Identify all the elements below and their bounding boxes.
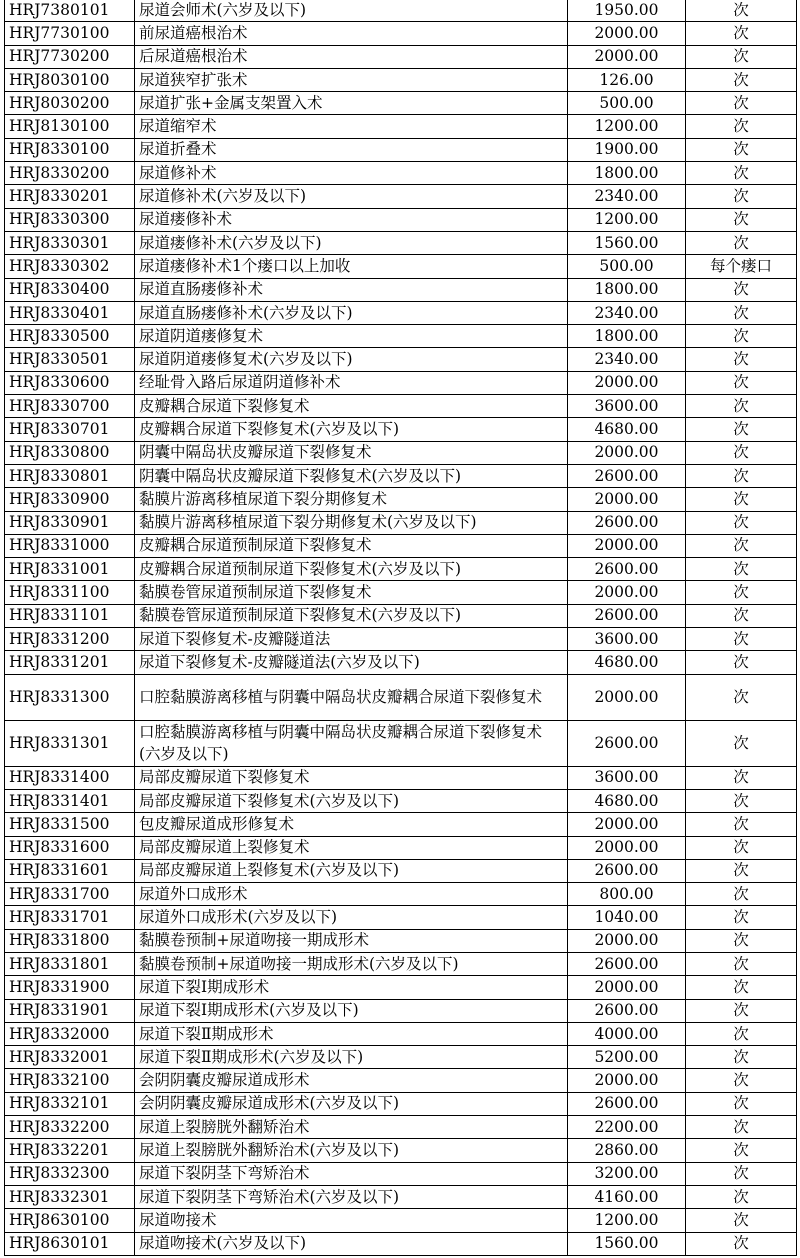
item-unit-cell: 次 (686, 1116, 797, 1139)
item-unit-cell: 次 (686, 1232, 797, 1255)
item-code-cell: HRJ8030200 (5, 92, 135, 115)
item-name-cell: 尿道上裂膀胱外翻矫治术 (135, 1116, 568, 1139)
item-unit-cell: 次 (686, 162, 797, 185)
item-code-cell: HRJ8331300 (5, 674, 135, 720)
item-code-cell: HRJ7380101 (5, 0, 135, 22)
item-unit-cell: 次 (686, 929, 797, 952)
table-row (5, 906, 797, 929)
item-code-cell: HRJ8330801 (5, 464, 135, 487)
item-name-cell: 尿道折叠术 (135, 138, 568, 161)
table-row (5, 883, 797, 906)
item-unit-cell: 次 (686, 651, 797, 674)
item-unit-cell: 次 (686, 208, 797, 231)
item-code-cell: HRJ8331001 (5, 558, 135, 581)
table-row (5, 464, 797, 487)
item-name-cell: 尿道下裂阴茎下弯矫治术(六岁及以下) (135, 1185, 568, 1208)
item-price-cell: 2000.00 (568, 674, 686, 720)
table-row (5, 418, 797, 441)
item-price-cell: 2340.00 (568, 185, 686, 208)
item-code-cell: HRJ8332301 (5, 1185, 135, 1208)
table-row (5, 534, 797, 557)
item-code-cell: HRJ8331000 (5, 534, 135, 557)
item-price-cell: 126.00 (568, 68, 686, 91)
table-row (5, 1139, 797, 1162)
table-row (5, 22, 797, 45)
table-row (5, 348, 797, 371)
item-code-cell: HRJ8330900 (5, 488, 135, 511)
item-name-cell: 包皮瓣尿道成形修复术 (135, 813, 568, 836)
table-row (5, 1046, 797, 1069)
item-name-cell: 局部皮瓣尿道下裂修复术 (135, 766, 568, 789)
item-code-cell: HRJ8330700 (5, 395, 135, 418)
item-code-cell: HRJ8331800 (5, 929, 135, 952)
item-name-cell: 黏膜片游离移植尿道下裂分期修复术 (135, 488, 568, 511)
item-name-cell: 尿道吻接术(六岁及以下) (135, 1232, 568, 1255)
item-unit-cell: 次 (686, 976, 797, 999)
item-code-cell: HRJ8330400 (5, 278, 135, 301)
item-unit-cell: 次 (686, 813, 797, 836)
item-price-cell: 500.00 (568, 255, 686, 278)
item-code-cell: HRJ8331401 (5, 789, 135, 812)
item-code-cell: HRJ8330300 (5, 208, 135, 231)
item-unit-cell: 次 (686, 45, 797, 68)
item-code-cell: HRJ8332200 (5, 1116, 135, 1139)
table-row (5, 115, 797, 138)
item-price-cell: 5200.00 (568, 1046, 686, 1069)
item-price-cell: 4680.00 (568, 789, 686, 812)
item-code-cell: HRJ7730100 (5, 22, 135, 45)
item-unit-cell: 次 (686, 534, 797, 557)
item-unit-cell: 次 (686, 371, 797, 394)
item-name-cell: 经耻骨入路后尿道阴道修补术 (135, 371, 568, 394)
item-price-cell: 2600.00 (568, 1092, 686, 1115)
item-unit-cell: 次 (686, 1209, 797, 1232)
item-price-cell: 3200.00 (568, 1162, 686, 1185)
table-row (5, 628, 797, 651)
item-code-cell: HRJ7730200 (5, 45, 135, 68)
table-row (5, 674, 797, 720)
item-code-cell: HRJ8330800 (5, 441, 135, 464)
item-name-cell: 尿道狭窄扩张术 (135, 68, 568, 91)
item-unit-cell: 次 (686, 999, 797, 1022)
item-price-cell: 2600.00 (568, 952, 686, 975)
table-row (5, 813, 797, 836)
item-unit-cell: 次 (686, 1139, 797, 1162)
table-row (5, 488, 797, 511)
item-unit-cell: 次 (686, 231, 797, 254)
item-code-cell: HRJ8330901 (5, 511, 135, 534)
item-name-cell: 阴囊中隔岛状皮瓣尿道下裂修复术(六岁及以下) (135, 464, 568, 487)
item-code-cell: HRJ8330600 (5, 371, 135, 394)
item-name-cell: 尿道外口成形术 (135, 883, 568, 906)
item-name-cell: 尿道修补术(六岁及以下) (135, 185, 568, 208)
table-row (5, 1116, 797, 1139)
table-row (5, 999, 797, 1022)
item-price-cell: 2600.00 (568, 511, 686, 534)
item-code-cell: HRJ8331301 (5, 720, 135, 766)
item-code-cell: HRJ8630101 (5, 1232, 135, 1255)
price-table (4, 0, 797, 1256)
table-row (5, 441, 797, 464)
item-price-cell: 2000.00 (568, 45, 686, 68)
table-row (5, 208, 797, 231)
item-name-cell: 黏膜卷预制+尿道吻接一期成形术(六岁及以下) (135, 952, 568, 975)
table-row (5, 1162, 797, 1185)
table-row (5, 45, 797, 68)
table-row (5, 976, 797, 999)
item-name-cell: 前尿道癌根治术 (135, 22, 568, 45)
item-unit-cell: 次 (686, 92, 797, 115)
item-price-cell: 2600.00 (568, 604, 686, 627)
item-code-cell: HRJ8330100 (5, 138, 135, 161)
item-unit-cell: 次 (686, 836, 797, 859)
table-row (5, 1022, 797, 1045)
item-price-cell: 2600.00 (568, 558, 686, 581)
item-unit-cell: 次 (686, 952, 797, 975)
item-name-cell: 会阴阴囊皮瓣尿道成形术 (135, 1069, 568, 1092)
item-unit-cell: 次 (686, 511, 797, 534)
item-unit-cell: 次 (686, 348, 797, 371)
item-name-cell: 尿道下裂Ⅱ期成形术 (135, 1022, 568, 1045)
table-row (5, 185, 797, 208)
item-price-cell: 1040.00 (568, 906, 686, 929)
item-price-cell: 2000.00 (568, 813, 686, 836)
item-name-cell: 尿道下裂阴茎下弯矫治术 (135, 1162, 568, 1185)
item-price-cell: 2000.00 (568, 22, 686, 45)
item-name-cell: 皮瓣耦合尿道预制尿道下裂修复术(六岁及以下) (135, 558, 568, 581)
item-price-cell: 1560.00 (568, 1232, 686, 1255)
item-name-cell: 尿道下裂Ⅱ期成形术(六岁及以下) (135, 1046, 568, 1069)
item-price-cell: 2000.00 (568, 581, 686, 604)
item-code-cell: HRJ8330201 (5, 185, 135, 208)
item-code-cell: HRJ8330302 (5, 255, 135, 278)
item-price-cell: 1950.00 (568, 0, 686, 22)
item-price-cell: 3600.00 (568, 766, 686, 789)
item-price-cell: 4160.00 (568, 1185, 686, 1208)
item-name-cell: 后尿道癌根治术 (135, 45, 568, 68)
table-row (5, 859, 797, 882)
item-price-cell: 1200.00 (568, 1209, 686, 1232)
table-row (5, 138, 797, 161)
item-name-cell: 尿道下裂修复术-皮瓣隧道法(六岁及以下) (135, 651, 568, 674)
item-unit-cell: 次 (686, 488, 797, 511)
item-code-cell: HRJ8331200 (5, 628, 135, 651)
item-code-cell: HRJ8330701 (5, 418, 135, 441)
item-code-cell: HRJ8331801 (5, 952, 135, 975)
item-name-cell: 尿道下裂Ⅰ期成形术(六岁及以下) (135, 999, 568, 1022)
item-code-cell: HRJ8330401 (5, 301, 135, 324)
item-code-cell: HRJ8331700 (5, 883, 135, 906)
item-price-cell: 1800.00 (568, 325, 686, 348)
table-row (5, 1069, 797, 1092)
item-name-cell: 尿道直肠瘘修补术(六岁及以下) (135, 301, 568, 324)
item-name-cell: 局部皮瓣尿道上裂修复术 (135, 836, 568, 859)
item-name-cell: 尿道缩窄术 (135, 115, 568, 138)
item-price-cell: 1800.00 (568, 278, 686, 301)
item-name-cell: 尿道瘘修补术1个瘘口以上加收 (135, 255, 568, 278)
table-row (5, 301, 797, 324)
item-unit-cell: 次 (686, 395, 797, 418)
item-name-cell: 尿道阴道瘘修复术(六岁及以下) (135, 348, 568, 371)
item-name-cell: 皮瓣耦合尿道下裂修复术(六岁及以下) (135, 418, 568, 441)
table-row (5, 278, 797, 301)
item-code-cell: HRJ8330301 (5, 231, 135, 254)
item-name-cell: 尿道下裂Ⅰ期成形术 (135, 976, 568, 999)
item-price-cell: 2000.00 (568, 371, 686, 394)
item-price-cell: 2000.00 (568, 441, 686, 464)
item-unit-cell: 次 (686, 558, 797, 581)
item-price-cell: 800.00 (568, 883, 686, 906)
item-price-cell: 2000.00 (568, 488, 686, 511)
table-row (5, 325, 797, 348)
table-row (5, 651, 797, 674)
item-name-cell: 尿道修补术 (135, 162, 568, 185)
item-price-cell: 4680.00 (568, 418, 686, 441)
table-row (5, 929, 797, 952)
item-code-cell: HRJ8330501 (5, 348, 135, 371)
item-unit-cell: 次 (686, 278, 797, 301)
item-code-cell: HRJ8332201 (5, 1139, 135, 1162)
table-row (5, 789, 797, 812)
item-price-cell: 2200.00 (568, 1116, 686, 1139)
item-unit-cell: 次 (686, 1185, 797, 1208)
table-row (5, 836, 797, 859)
table-row (5, 558, 797, 581)
item-unit-cell: 次 (686, 906, 797, 929)
item-code-cell: HRJ8331600 (5, 836, 135, 859)
item-price-cell: 3600.00 (568, 395, 686, 418)
table-row (5, 68, 797, 91)
item-price-cell: 2600.00 (568, 859, 686, 882)
item-code-cell: HRJ8030100 (5, 68, 135, 91)
item-unit-cell: 次 (686, 581, 797, 604)
item-unit-cell: 次 (686, 1069, 797, 1092)
table-row (5, 395, 797, 418)
item-unit-cell: 次 (686, 22, 797, 45)
item-unit-cell: 每个瘘口 (686, 255, 797, 278)
table-row (5, 952, 797, 975)
item-unit-cell: 次 (686, 859, 797, 882)
item-name-cell: 尿道直肠瘘修补术 (135, 278, 568, 301)
item-price-cell: 4680.00 (568, 651, 686, 674)
item-name-cell: 尿道扩张+金属支架置入术 (135, 92, 568, 115)
item-code-cell: HRJ8331101 (5, 604, 135, 627)
item-price-cell: 1200.00 (568, 208, 686, 231)
table-row (5, 231, 797, 254)
item-price-cell: 3600.00 (568, 628, 686, 651)
item-price-cell: 2600.00 (568, 720, 686, 766)
item-unit-cell: 次 (686, 674, 797, 720)
item-price-cell: 2600.00 (568, 464, 686, 487)
item-code-cell: HRJ8331701 (5, 906, 135, 929)
item-price-cell: 2000.00 (568, 1069, 686, 1092)
table-row (5, 720, 797, 766)
item-name-cell: 尿道外口成形术(六岁及以下) (135, 906, 568, 929)
item-price-cell: 2000.00 (568, 836, 686, 859)
item-name-cell: 尿道瘘修补术(六岁及以下) (135, 231, 568, 254)
table-row (5, 581, 797, 604)
item-name-cell: 尿道会师术(六岁及以下) (135, 0, 568, 22)
item-name-cell: 尿道下裂修复术-皮瓣隧道法 (135, 628, 568, 651)
item-name-cell: 局部皮瓣尿道上裂修复术(六岁及以下) (135, 859, 568, 882)
item-unit-cell: 次 (686, 883, 797, 906)
item-unit-cell: 次 (686, 301, 797, 324)
item-unit-cell: 次 (686, 720, 797, 766)
table-body (5, 0, 797, 1255)
item-name-cell: 尿道上裂膀胱外翻矫治术(六岁及以下) (135, 1139, 568, 1162)
item-price-cell: 1560.00 (568, 231, 686, 254)
table-row (5, 1209, 797, 1232)
table-row (5, 0, 797, 22)
item-unit-cell: 次 (686, 628, 797, 651)
item-name-cell: 口腔黏膜游离移植与阴囊中隔岛状皮瓣耦合尿道下裂修复术(六岁及以下) (135, 720, 568, 766)
table-row (5, 766, 797, 789)
item-name-cell: 尿道阴道瘘修复术 (135, 325, 568, 348)
item-unit-cell: 次 (686, 1162, 797, 1185)
table-row (5, 162, 797, 185)
item-unit-cell: 次 (686, 1092, 797, 1115)
item-name-cell: 黏膜卷管尿道预制尿道下裂修复术 (135, 581, 568, 604)
item-unit-cell: 次 (686, 1022, 797, 1045)
table-row (5, 1232, 797, 1255)
table-row (5, 511, 797, 534)
item-price-cell: 2000.00 (568, 929, 686, 952)
item-unit-cell: 次 (686, 1046, 797, 1069)
item-price-cell: 2340.00 (568, 301, 686, 324)
item-code-cell: HRJ8331400 (5, 766, 135, 789)
item-price-cell: 2000.00 (568, 534, 686, 557)
item-price-cell: 2600.00 (568, 999, 686, 1022)
item-unit-cell: 次 (686, 325, 797, 348)
item-unit-cell: 次 (686, 441, 797, 464)
table-row (5, 1185, 797, 1208)
item-name-cell: 局部皮瓣尿道下裂修复术(六岁及以下) (135, 789, 568, 812)
item-code-cell: HRJ8332001 (5, 1046, 135, 1069)
item-unit-cell: 次 (686, 604, 797, 627)
item-unit-cell: 次 (686, 418, 797, 441)
item-price-cell: 2000.00 (568, 976, 686, 999)
item-code-cell: HRJ8130100 (5, 115, 135, 138)
item-code-cell: HRJ8331900 (5, 976, 135, 999)
item-code-cell: HRJ8331201 (5, 651, 135, 674)
item-price-cell: 1800.00 (568, 162, 686, 185)
table-row (5, 255, 797, 278)
item-price-cell: 4000.00 (568, 1022, 686, 1045)
item-name-cell: 黏膜卷预制+尿道吻接一期成形术 (135, 929, 568, 952)
item-unit-cell: 次 (686, 68, 797, 91)
item-code-cell: HRJ8330500 (5, 325, 135, 348)
item-name-cell: 会阴阴囊皮瓣尿道成形术(六岁及以下) (135, 1092, 568, 1115)
item-name-cell: 黏膜片游离移植尿道下裂分期修复术(六岁及以下) (135, 511, 568, 534)
table-row (5, 604, 797, 627)
item-code-cell: HRJ8332101 (5, 1092, 135, 1115)
item-code-cell: HRJ8332300 (5, 1162, 135, 1185)
item-price-cell: 1200.00 (568, 115, 686, 138)
item-name-cell: 尿道瘘修补术 (135, 208, 568, 231)
item-unit-cell: 次 (686, 766, 797, 789)
item-name-cell: 阴囊中隔岛状皮瓣尿道下裂修复术 (135, 441, 568, 464)
item-price-cell: 2860.00 (568, 1139, 686, 1162)
item-unit-cell: 次 (686, 138, 797, 161)
item-name-cell: 尿道吻接术 (135, 1209, 568, 1232)
item-unit-cell: 次 (686, 185, 797, 208)
item-code-cell: HRJ8331601 (5, 859, 135, 882)
table-row (5, 371, 797, 394)
item-unit-cell: 次 (686, 0, 797, 22)
item-code-cell: HRJ8332100 (5, 1069, 135, 1092)
item-code-cell: HRJ8332000 (5, 1022, 135, 1045)
item-code-cell: HRJ8331901 (5, 999, 135, 1022)
item-price-cell: 1900.00 (568, 138, 686, 161)
item-name-cell: 皮瓣耦合尿道下裂修复术 (135, 395, 568, 418)
item-code-cell: HRJ8331500 (5, 813, 135, 836)
item-name-cell: 皮瓣耦合尿道预制尿道下裂修复术 (135, 534, 568, 557)
table-row (5, 92, 797, 115)
item-name-cell: 黏膜卷管尿道预制尿道下裂修复术(六岁及以下) (135, 604, 568, 627)
item-name-cell: 口腔黏膜游离移植与阴囊中隔岛状皮瓣耦合尿道下裂修复术 (135, 674, 568, 720)
item-unit-cell: 次 (686, 789, 797, 812)
item-code-cell: HRJ8330200 (5, 162, 135, 185)
item-price-cell: 2340.00 (568, 348, 686, 371)
item-code-cell: HRJ8331100 (5, 581, 135, 604)
item-code-cell: HRJ8630100 (5, 1209, 135, 1232)
item-unit-cell: 次 (686, 115, 797, 138)
item-unit-cell: 次 (686, 464, 797, 487)
table-row (5, 1092, 797, 1115)
item-price-cell: 500.00 (568, 92, 686, 115)
